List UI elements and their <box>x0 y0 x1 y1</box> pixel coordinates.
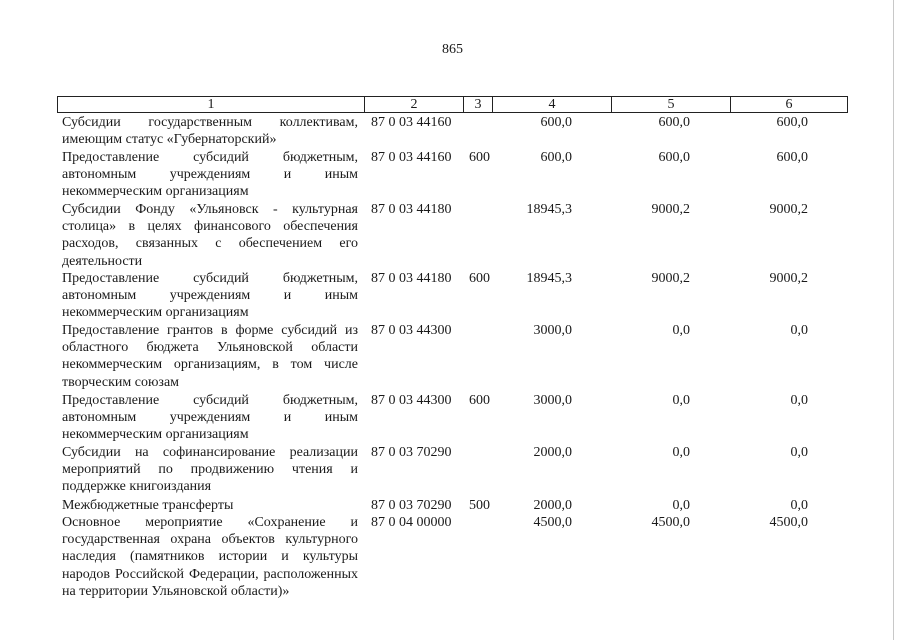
row-value-4: 3000,0 <box>533 393 572 408</box>
row-value-6: 4500,0 <box>769 515 808 530</box>
page-edge-line <box>893 0 894 640</box>
row-code: 87 0 03 44160 <box>371 115 452 130</box>
header-col-1: 1 <box>57 96 365 113</box>
header-col-6: 6 <box>730 96 848 113</box>
row-vr: 600 <box>469 150 490 165</box>
row-name: Предоставление субсидий бюджетным, автономным учреждениям и иным некоммерческим организациям <box>62 150 358 200</box>
row-code: 87 0 03 44180 <box>371 271 452 286</box>
row-value-5: 0,0 <box>672 445 690 460</box>
row-code: 87 0 03 44300 <box>371 323 452 338</box>
row-code: 87 0 03 44300 <box>371 393 452 408</box>
row-name: Предоставление грантов в форме субсидий из областного бюджета Ульяновской области некоммерческим организациям, в том числе творческим союзам <box>62 323 358 390</box>
row-value-5: 600,0 <box>658 150 690 165</box>
row-name: Основное мероприятие «Сохранение и государственная охрана объектов культурного наследия (памятников истории и культуры народов Российской Федерации, расположенных на территории Ульяновской области)» <box>62 515 358 599</box>
row-value-5: 0,0 <box>672 393 690 408</box>
row-value-5: 0,0 <box>672 323 690 338</box>
row-value-5: 0,0 <box>672 498 690 513</box>
row-value-6: 600,0 <box>776 115 808 130</box>
row-value-4: 600,0 <box>540 115 572 130</box>
row-value-5: 600,0 <box>658 115 690 130</box>
header-col-2: 2 <box>364 96 464 113</box>
row-value-4: 4500,0 <box>533 515 572 530</box>
row-value-4: 18945,3 <box>526 202 572 217</box>
row-value-6: 0,0 <box>790 323 808 338</box>
row-name: Межбюджетные трансферты <box>62 498 234 513</box>
row-name: Субсидии Фонду «Ульяновск - культурная столица» в целях финансового обеспечения расходов, связанных с обеспечением его деятельности <box>62 202 358 269</box>
row-vr: 500 <box>469 498 490 513</box>
row-code: 87 0 03 44180 <box>371 202 452 217</box>
row-value-4: 18945,3 <box>526 271 572 286</box>
row-value-6: 0,0 <box>790 445 808 460</box>
page-number: 865 <box>442 42 463 57</box>
header-col-4: 4 <box>492 96 612 113</box>
row-value-4: 2000,0 <box>533 498 572 513</box>
row-value-6: 9000,2 <box>769 271 808 286</box>
header-col-5: 5 <box>611 96 731 113</box>
row-code: 87 0 03 70290 <box>371 445 452 460</box>
header-col-3: 3 <box>463 96 493 113</box>
row-value-6: 0,0 <box>790 498 808 513</box>
row-value-5: 9000,2 <box>651 271 690 286</box>
row-value-5: 4500,0 <box>651 515 690 530</box>
row-name: Субсидии государственным коллективам, имеющим статус «Губернаторский» <box>62 115 358 148</box>
row-name: Субсидии на софинансирование реализации мероприятий по продвижению чтения и поддержке книгоиздания <box>62 445 358 495</box>
row-name: Предоставление субсидий бюджетным, автономным учреждениям и иным некоммерческим организациям <box>62 271 358 321</box>
row-value-4: 600,0 <box>540 150 572 165</box>
row-value-4: 3000,0 <box>533 323 572 338</box>
row-vr: 600 <box>469 393 490 408</box>
row-value-6: 0,0 <box>790 393 808 408</box>
row-value-4: 2000,0 <box>533 445 572 460</box>
row-name: Предоставление субсидий бюджетным, автономным учреждениям и иным некоммерческим организациям <box>62 393 358 443</box>
row-value-6: 9000,2 <box>769 202 808 217</box>
row-vr: 600 <box>469 271 490 286</box>
row-code: 87 0 04 00000 <box>371 515 452 530</box>
row-code: 87 0 03 70290 <box>371 498 452 513</box>
row-value-5: 9000,2 <box>651 202 690 217</box>
row-code: 87 0 03 44160 <box>371 150 452 165</box>
row-value-6: 600,0 <box>776 150 808 165</box>
